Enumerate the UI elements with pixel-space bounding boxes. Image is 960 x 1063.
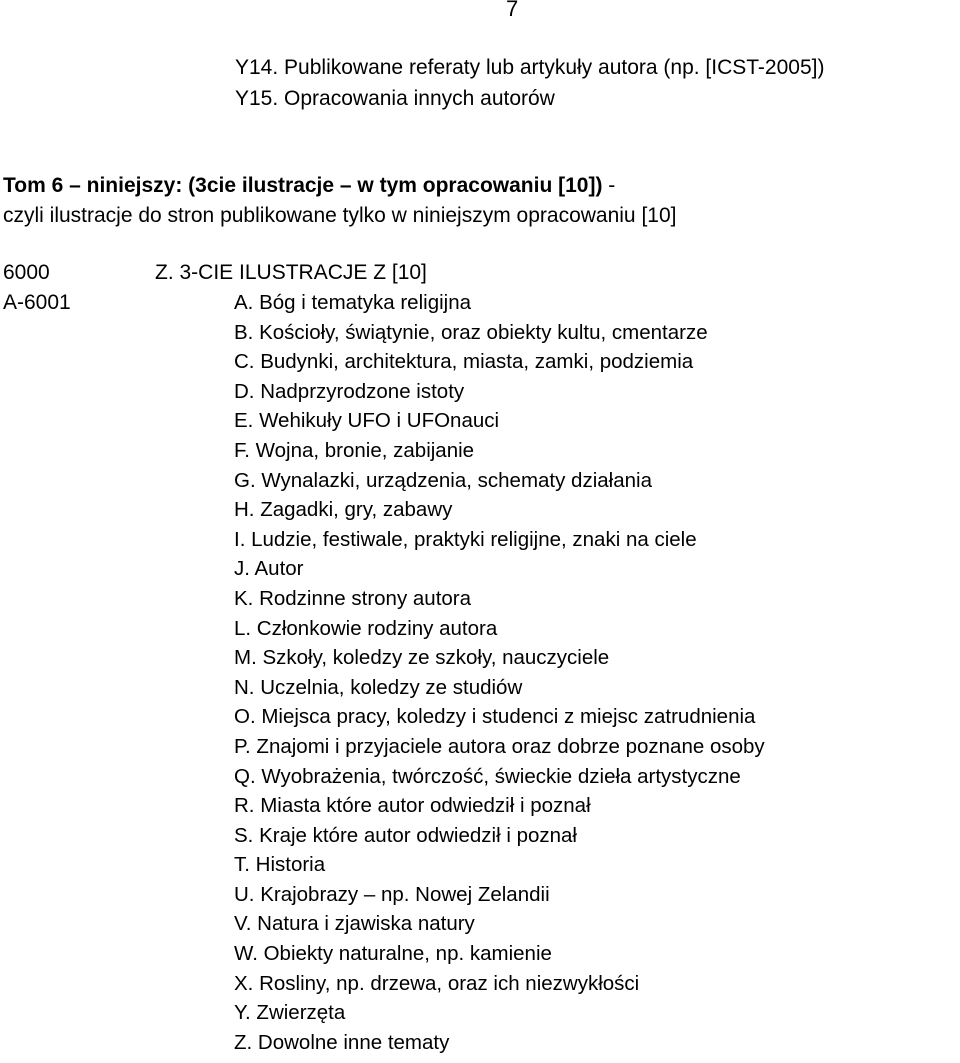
- section-heading: Z. 3-CIE ILUSTRACJE Z [10]: [155, 261, 427, 284]
- category-item: I. Ludzie, festiwale, praktyki religijne, znaki na ciele: [234, 527, 697, 551]
- category-list: [234, 288, 765, 1057]
- category-item: U. Krajobrazy – np. Nowej Zelandii: [234, 882, 550, 906]
- category-item: Q. Wyobrażenia, twórczość, świeckie dzieła artystyczne: [234, 764, 741, 788]
- category-item: X. Rosliny, np. drzewa, oraz ich niezwykłości: [234, 971, 640, 995]
- volume-dash: -: [602, 174, 616, 197]
- category-item: T. Historia: [234, 853, 326, 877]
- y-items-list: [235, 52, 824, 114]
- category-item: K. Rodzinne strony autora: [234, 586, 472, 610]
- category-item: E. Wehikuły UFO i UFOnauci: [234, 409, 500, 433]
- category-item: J. Autor: [234, 557, 304, 581]
- category-item: V. Natura i zjawiska natury: [234, 912, 475, 936]
- subsection-code: A-6001: [3, 291, 71, 314]
- category-item: S. Kraje które autor odwiedził i poznał: [234, 823, 577, 847]
- category-item: D. Nadprzyrodzone istoty: [234, 379, 465, 403]
- category-item: H. Zagadki, gry, zabawy: [234, 498, 453, 522]
- category-item: M. Szkoły, koledzy ze szkoły, nauczyciele: [234, 646, 610, 670]
- volume-title-line: [3, 171, 676, 201]
- category-item: N. Uczelnia, koledzy ze studiów: [234, 675, 523, 699]
- category-item: A. Bóg i tematyka religijna: [234, 291, 472, 314]
- category-item: G. Wynalazki, urządzenia, schematy działania: [234, 468, 652, 492]
- section-code: 6000: [3, 261, 50, 284]
- volume-title: Tom 6 – niniejszy: (3cie ilustracje – w tym opracowaniu [10]): [3, 174, 603, 197]
- category-item: R. Miasta które autor odwiedził i poznał: [234, 794, 591, 818]
- category-item: W. Obiekty naturalne, np. kamienie: [234, 942, 552, 966]
- y-item: Y15. Opracowania innych autorów: [235, 87, 555, 110]
- volume-block: [3, 171, 676, 231]
- category-item: P. Znajomi i przyjaciele autora oraz dobrze poznane osoby: [234, 734, 765, 758]
- category-item: B. Kościoły, świątynie, oraz obiekty kultu, cmentarze: [234, 320, 708, 344]
- category-item: L. Członkowie rodziny autora: [234, 616, 498, 640]
- page-number: 7: [506, 0, 519, 21]
- category-item: O. Miejsca pracy, koledzy i studenci z miejsc zatrudnienia: [234, 705, 756, 729]
- category-item: Y. Zwierzęta: [234, 1001, 346, 1025]
- category-item: C. Budynki, architektura, miasta, zamki, podziemia: [234, 350, 694, 374]
- y-item: Y14. Publikowane referaty lub artykuły autora (np. [ICST-2005]): [235, 56, 825, 79]
- volume-subtitle: czyli ilustracje do stron publikowane tylko w niniejszym opracowaniu [10]: [3, 204, 677, 227]
- category-item: F. Wojna, bronie, zabijanie: [234, 438, 475, 462]
- category-item: Z. Dowolne inne tematy: [234, 1030, 450, 1054]
